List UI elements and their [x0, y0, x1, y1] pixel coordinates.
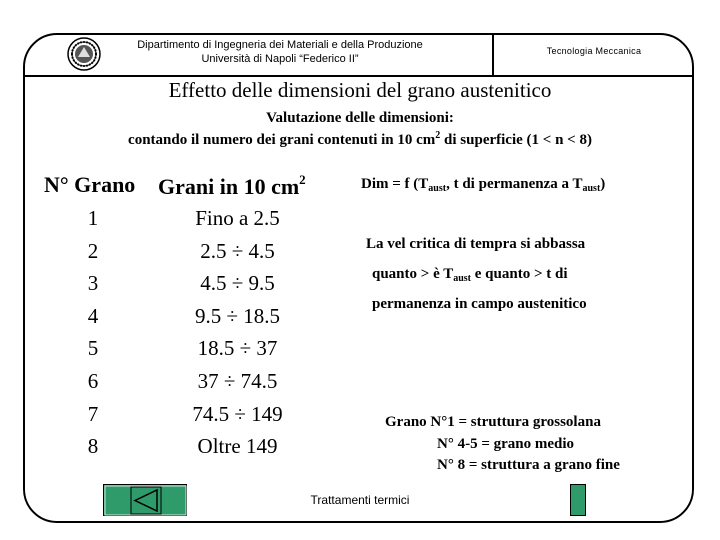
- slide-frame: [23, 33, 694, 523]
- grain-note-fine: N° 8 = struttura a grano fine: [437, 457, 620, 473]
- grain-count-cell: Oltre 149: [197, 434, 278, 459]
- subtitle-line1: Valutazione delle dimensioni:: [266, 110, 454, 126]
- grain-number-cell: 8: [87, 434, 99, 459]
- grain-count-cell: 18.5 ÷ 37: [197, 336, 278, 361]
- grain-count-cell: 37 ÷ 74.5: [197, 369, 278, 393]
- grain-number-cell: 7: [87, 401, 99, 426]
- subtitle-line2: contando il numero dei grani contenuti in 10 $cm^2$ di superficie (1 < n < 8): [128, 130, 592, 148]
- grain-count-cell: 9.5 ÷ 18.5: [194, 303, 281, 328]
- footer-section-label: Trattamenti termici: [310, 493, 410, 507]
- grain-number-cell: 6: [87, 369, 99, 393]
- grain-count-cell: 74.5 ÷ 149: [192, 401, 283, 426]
- dimension-formula: Dim = f ($T_{aust}$, t di permanenza a $T_{aust}$): [361, 176, 606, 194]
- university-seal-icon: [67, 37, 101, 71]
- critical-speed-line2: quanto > è $T_{aust}$ e quanto > t di: [372, 266, 568, 284]
- grain-count-cell: 4.5 ÷ 9.5: [200, 271, 275, 296]
- slide-title: Effetto delle dimensioni del grano austenitico: [168, 78, 552, 102]
- grain-number-cell: 1: [87, 206, 99, 230]
- grain-note-coarse: Grano N°1 = struttura grossolana: [385, 414, 601, 430]
- critical-speed-line3: permanenza in campo austenitico: [372, 296, 587, 312]
- table-header-grain-count: Grani in 10 $cm^2$: [158, 172, 306, 199]
- critical-speed-line1: La vel critica di tempra si abbassa: [366, 236, 586, 252]
- next-button[interactable]: [570, 484, 586, 516]
- institution-line1: Dipartimento di Ingegneria dei Materiali e della Produzione: [137, 39, 423, 51]
- grain-count-cell: Fino a 2.5: [195, 206, 280, 230]
- grain-number-cell: 2: [87, 238, 99, 263]
- grain-number-cell: 4: [87, 303, 99, 328]
- table-header-grain-number: N° Grano: [44, 172, 136, 197]
- course-name: Tecnologia Meccanica: [546, 46, 642, 56]
- institution-line2: Università di Napoli “Federico II”: [201, 53, 359, 65]
- grain-number-cell: 3: [87, 271, 99, 296]
- grain-note-medium: N° 4-5 = grano medio: [437, 436, 575, 452]
- grain-number-cell: 5: [87, 336, 99, 361]
- institution-name: [110, 38, 450, 66]
- grain-count-cell: 2.5 ÷ 4.5: [200, 238, 275, 263]
